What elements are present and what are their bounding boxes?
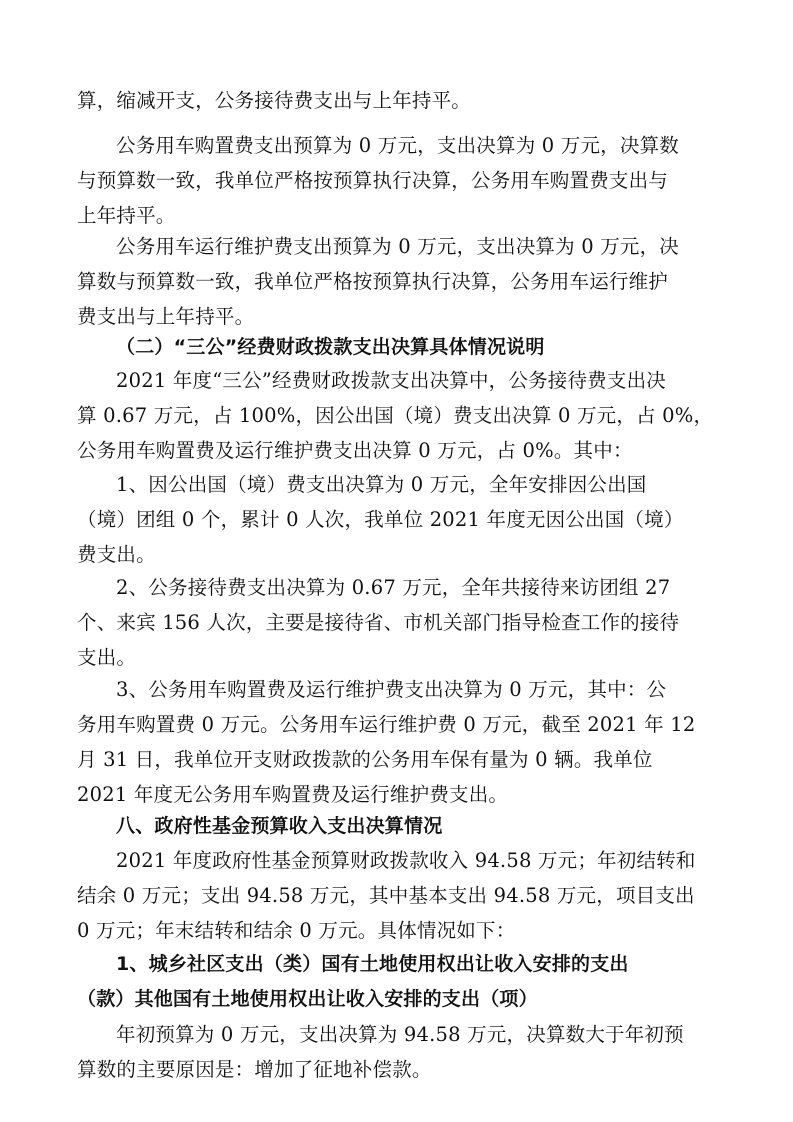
paragraph-line: 年初预算为 0 万元，支出决算为 94.58 万元，决算数大于年初预: [116, 1023, 684, 1046]
paragraph-line: 1、因公出国（境）费支出决算为 0 万元，全年安排因公出国: [116, 473, 647, 496]
subsection-heading: 1、城乡社区支出（类）国有土地使用权出让收入安排的支出: [116, 953, 629, 975]
paragraph-line: 费支出。: [77, 543, 156, 566]
paragraph-line: 个、来宾 156 人次，主要是接待省、市机关部门指导检查工作的接待: [77, 611, 680, 634]
paragraph-line: 2、公务接待费支出决算为 0.67 万元，全年共接待来访团组 27: [116, 576, 671, 599]
paragraph-line: （境）团组 0 个，累计 0 人次，我单位 2021 年度无因公出国（境）: [77, 508, 684, 531]
paragraph-line: 支出。: [77, 646, 137, 669]
paragraph-line: 与预算数一致，我单位严格按预算执行决算，公务用车购置费支出与: [77, 169, 669, 192]
paragraph-line: 算数与预算数一致，我单位严格按预算执行决算，公务用车运行维护: [77, 270, 669, 293]
paragraph-line: 2021 年度无公务用车购置费及运行维护费支出。: [77, 783, 509, 806]
paragraph-line: 务用车购置费 0 万元。公务用车运行维护费 0 万元，截至 2021 年 12: [77, 713, 696, 736]
paragraph-line: 2021 年度“三公”经费财政拨款支出决算中，公务接待费支出决: [116, 369, 666, 392]
paragraph-line: 0 万元；年末结转和结余 0 万元。具体情况如下：: [77, 919, 516, 942]
subsection-heading: （款）其他国有土地使用权出让收入安排的支出（项）: [77, 988, 538, 1010]
paragraph-line: 公务用车购置费支出预算为 0 万元，支出决算为 0 万元，决算数: [116, 134, 680, 157]
paragraph-line: 月 31 日，我单位开支财政拨款的公务用车保有量为 0 辆。我单位: [77, 748, 653, 771]
paragraph-line: 3、公务用车购置费及运行维护费支出决算为 0 万元，其中：公: [116, 678, 667, 701]
paragraph-line: 算数的主要原因是：增加了征地补偿款。: [77, 1058, 432, 1081]
paragraph-line: 公务用车运行维护费支出预算为 0 万元，支出决算为 0 万元，决: [116, 235, 680, 258]
paragraph-line: 算，缩减开支，公务接待费支出与上年持平。: [77, 89, 472, 112]
paragraph-line: 算 0.67 万元，占 100%，因公出国（境）费支出决算 0 万元，占 0%，: [77, 404, 714, 427]
paragraph-line: 2021 年度政府性基金预算财政拨款收入 94.58 万元；年初结转和: [116, 849, 696, 872]
paragraph-line: 费支出与上年持平。: [77, 305, 255, 328]
paragraph-line: 上年持平。: [77, 204, 176, 227]
paragraph-line: 公务用车购置费及运行维护费支出决算 0 万元，占 0%。其中：: [77, 439, 633, 462]
section-heading: 八、政府性基金预算收入支出决算情况: [116, 815, 443, 837]
paragraph-line: 结余 0 万元；支出 94.58 万元，其中基本支出 94.58 万元，项目支出: [77, 884, 695, 907]
section-heading: （二）“三公”经费财政拨款支出决算具体情况说明: [116, 336, 545, 358]
